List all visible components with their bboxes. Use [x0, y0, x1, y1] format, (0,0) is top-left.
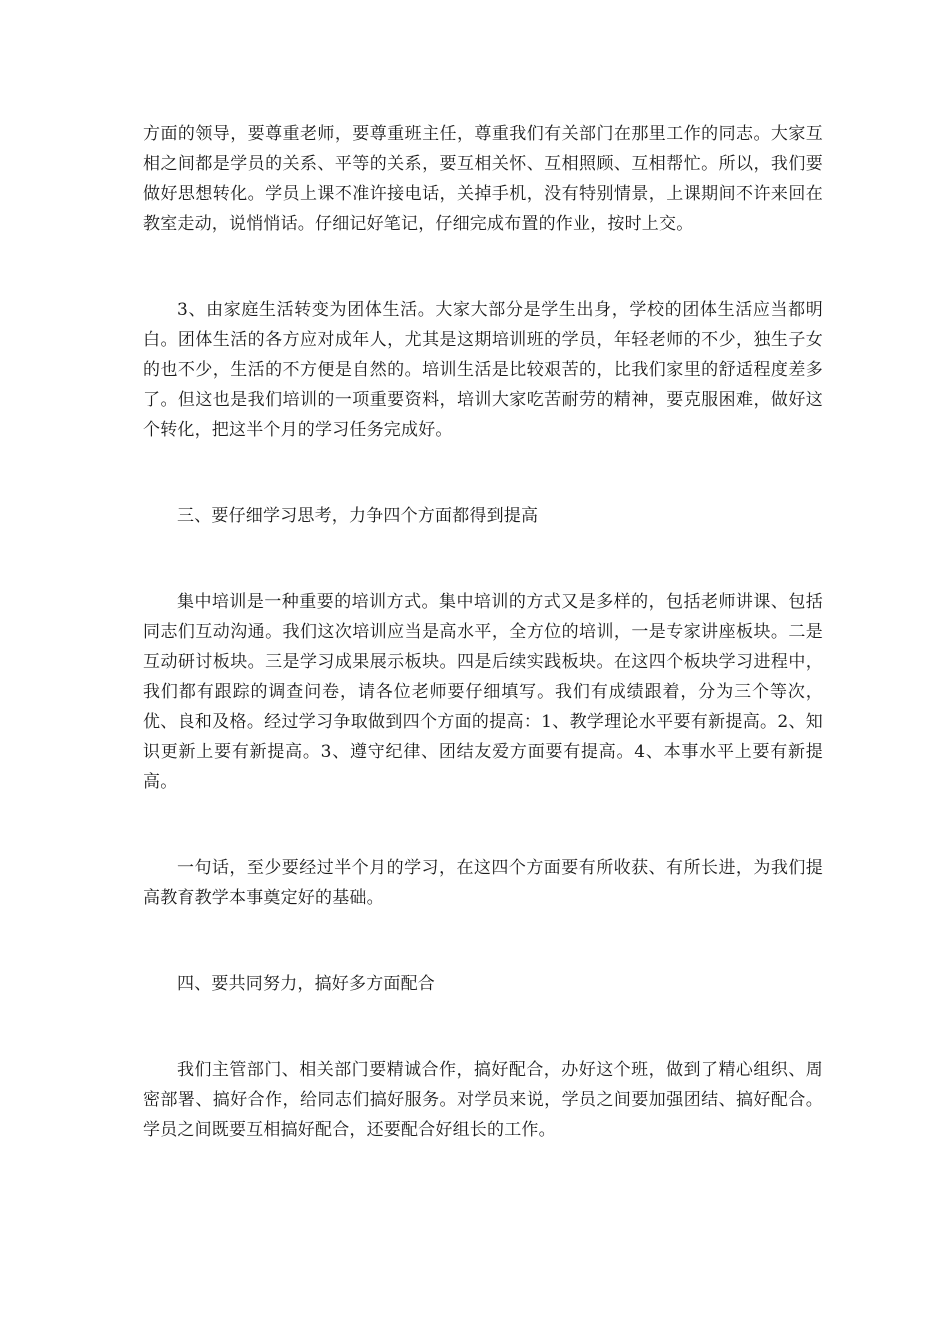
paragraph-summary: 一句话，至少要经过半个月的学习，在这四个方面要有所收获、有所长进，为我们提高教育教学本事奠定好的基础。 [143, 858, 823, 908]
paragraph-centralized-training: 集中培训是一种重要的培训方式。集中培训的方式又是多样的，包括老师讲课、包括同志们互动沟通。我们这次培训应当是高水平，全方位的培训，一是专家讲座板块。二是互动研讨板块。三是学习成果展示板块。四是后续实践板块。在这四个板块学习进程中，我们都有跟踪的调查问卷，请各位老师要仔细填写。我们有成绩跟着，分为三个等次，优、良和及格。经过学习争取做到四个方面的提高：1、教学理论水平要有新提高。2、知识更新上要有新提高。3、遵守纪律、团结友爱方面要有提高。4、本事水平上要有新提高。 [143, 592, 823, 792]
paragraph-cooperation: 我们主管部门、相关部门要精诚合作，搞好配合，办好这个班，做到了精心组织、周密部署、搞好合作，给同志们搞好服务。对学员来说，学员之间要加强团结、搞好配合。学员之间既要互相搞好配合，还要配合好组长的工作。 [143, 1060, 823, 1140]
section-heading-three: 三、要仔细学习思考，力争四个方面都得到提高 [177, 506, 539, 526]
document-body [143, 119, 823, 1201]
section-heading-four: 四、要共同努力，搞好多方面配合 [177, 974, 435, 994]
paragraph-leadership-respect: 方面的领导，要尊重老师，要尊重班主任，尊重我们有关部门在那里工作的同志。大家互相之间都是学员的关系、平等的关系，要互相关怀、互相照顾、互相帮忙。所以，我们要做好思想转化。学员上课不准许接电话，关掉手机，没有特别情景，上课期间不许来回在教室走动，说悄悄话。仔细记好笔记，仔细完成布置的作业，按时上交。 [143, 124, 823, 234]
paragraph-collective-life: 3、由家庭生活转变为团体生活。大家大部分是学生出身，学校的团体生活应当都明白。团体生活的各方应对成年人，尤其是这期培训班的学员，年轻老师的不少，独生子女的也不少，生活的不方便是自然的。培训生活是比较艰苦的，比我们家里的舒适程度差多了。但这也是我们培训的一项重要资料，培训大家吃苦耐劳的精神，要克服困难，做好这个转化，把这半个月的学习任务完成好。 [143, 300, 823, 440]
